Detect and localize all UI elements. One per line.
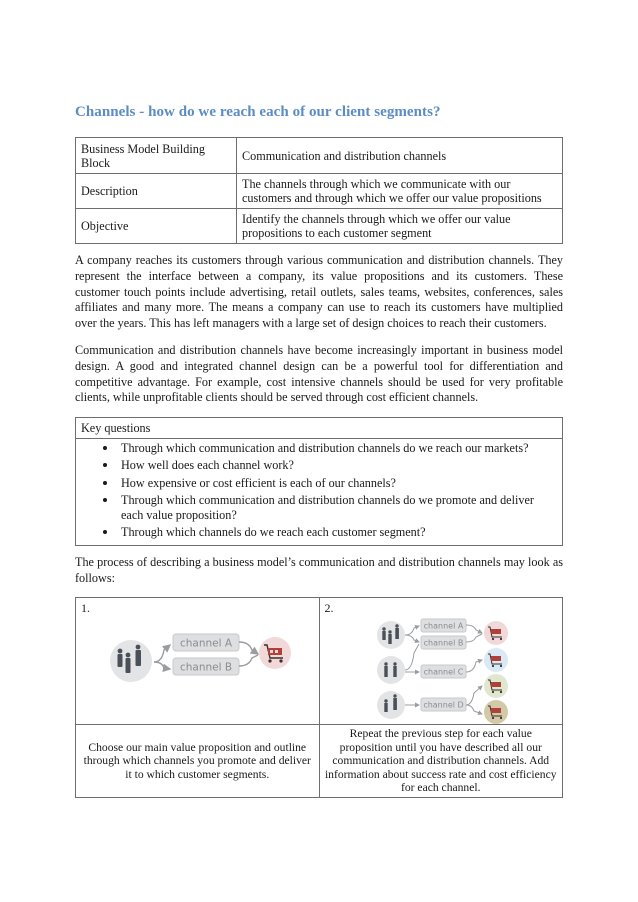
- step-2-cell: [319, 598, 563, 725]
- step-1-cell: [76, 598, 320, 725]
- step-2-caption: Repeat the previous step for each value proposition until you have described all our communication and distribution channels. Add information about success rate and cost efficiency for each channel.: [319, 725, 563, 798]
- row-value: Identify the channels through which we offer our value propositions to each customer segment: [237, 209, 563, 244]
- shopping-cart-icon: [484, 700, 508, 724]
- row-value: The channels through which we communicate with our customers and through which we offer our value propositions: [237, 174, 563, 209]
- bullet-icon: [103, 463, 107, 467]
- key-questions-heading: Key questions: [76, 418, 562, 439]
- intro-paragraph: A company reaches its customers through various communication and distribution channels. They represent the interface between a company, its value propositions and its customers. These customer touch points include advertising, retail outlets, sales teams, websites, conferences, sales affiliates and many more. The means a company can use to reach its customers have multiplied over the years. This has left managers with a large set of design choices to reach their customers.: [75, 253, 563, 331]
- channel-b-box: [421, 636, 466, 649]
- channel-b-box: [173, 658, 239, 675]
- table-row: [76, 725, 563, 798]
- svg-text:channel A: channel A: [423, 621, 463, 631]
- bullet-icon: [103, 481, 107, 485]
- bullet-icon: [103, 446, 107, 450]
- step-number: 2.: [324, 601, 334, 615]
- list-item: How expensive or cost efficient is each of our channels?: [76, 476, 562, 490]
- process-steps-table: [75, 597, 563, 798]
- list-item: Through which channels do we reach each customer segment?: [76, 525, 562, 539]
- building-block-table: [75, 137, 563, 244]
- row-label: Business Model Building Block: [76, 138, 237, 174]
- step-1-caption: Choose our main value proposition and outline through which channels you promote and deliver it to which customer segments.: [76, 725, 320, 798]
- list-item: Through which communication and distribution channels do we reach our markets?: [76, 441, 562, 455]
- channel-d-box: [421, 698, 466, 711]
- customer-group-icon: [110, 640, 152, 682]
- customer-group-icon: [377, 621, 405, 649]
- svg-text:channel B: channel B: [423, 638, 463, 648]
- bullet-icon: [103, 498, 107, 502]
- shopping-cart-icon: [484, 621, 508, 645]
- svg-text:channel A: channel A: [179, 637, 233, 650]
- step-2-channel-diagram: [320, 598, 563, 724]
- shopping-cart-icon: [259, 637, 291, 669]
- table-row: [76, 174, 563, 209]
- channel-a-box: [173, 634, 239, 651]
- table-row: [76, 598, 563, 725]
- row-value: Communication and distribution channels: [237, 138, 563, 174]
- channel-a-box: [421, 619, 466, 632]
- table-row: [76, 138, 563, 174]
- row-label: Objective: [76, 209, 237, 244]
- table-row: [76, 209, 563, 244]
- bullet-icon: [103, 530, 107, 534]
- shopping-cart-icon: [484, 674, 508, 698]
- key-questions-box: [75, 417, 563, 546]
- shopping-cart-icon: [484, 648, 508, 672]
- svg-text:channel C: channel C: [423, 667, 463, 677]
- page-title: Channels - how do we reach each of our client segments?: [75, 104, 441, 120]
- svg-text:channel B: channel B: [179, 661, 233, 674]
- list-item: Through which communication and distribution channels do we promote and deliver each value proposition?: [76, 493, 562, 522]
- customer-group-icon: [377, 691, 405, 719]
- customer-group-icon: [377, 656, 405, 684]
- process-paragraph: The process of describing a business model’s communication and distribution channels may look as follows:: [75, 555, 563, 585]
- svg-text:channel D: channel D: [422, 700, 464, 710]
- row-label: Description: [76, 174, 237, 209]
- key-questions-list: [76, 439, 562, 545]
- step-number: 1.: [81, 601, 90, 615]
- channel-c-box: [421, 665, 466, 678]
- list-item: How well does each channel work?: [76, 458, 562, 472]
- importance-paragraph: Communication and distribution channels have become increasingly important in business model design. A good and integrated channel design can be a powerful tool for differentiation and competitive advantage. For example, cost intensive channels should be used for very profitable clients, while unprofitable clients should be served through cost efficient channels.: [75, 343, 563, 405]
- step-1-channel-diagram: [76, 598, 319, 724]
